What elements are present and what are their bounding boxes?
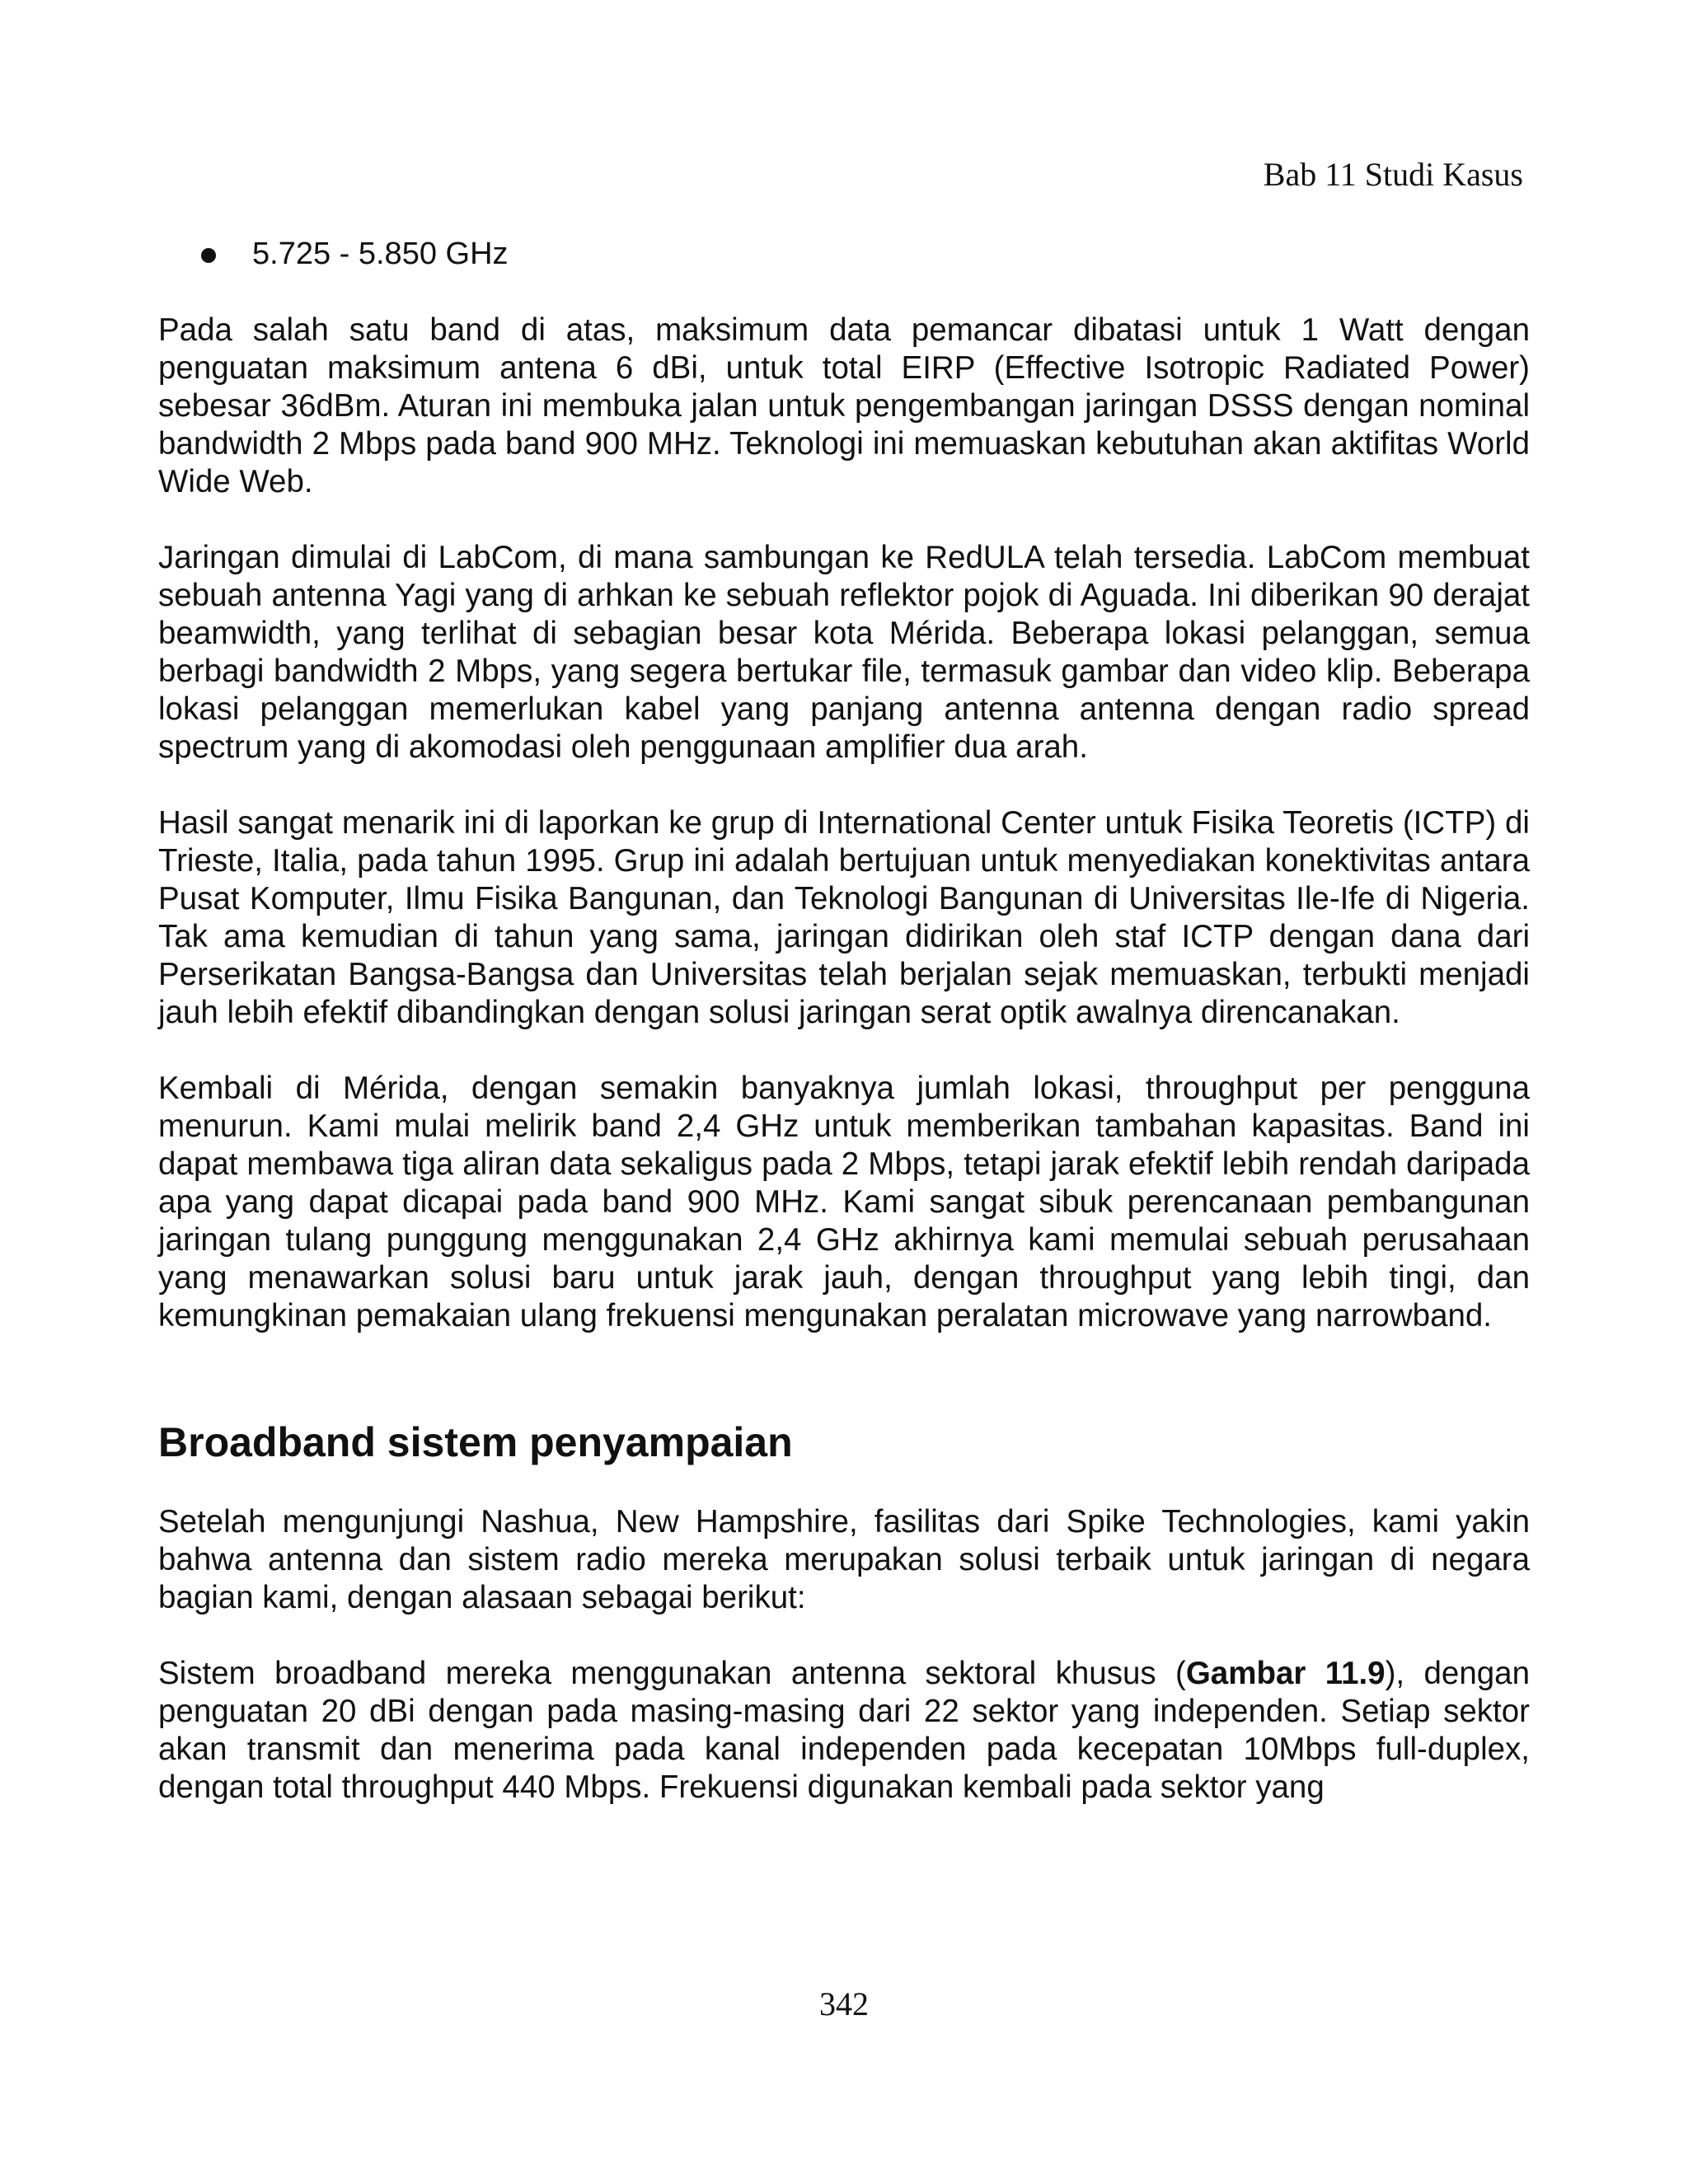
body-text: [158, 312, 1530, 1844]
paragraph-2: Jaringan dimulai di LabCom, di mana sambungan ke RedULA telah tersedia. LabCom membuat sebuah antenna Yagi yang di arhkan ke sebuah reflektor pojok di Aguada. Ini diberikan 90 derajat beamwidth, yang terlihat di sebagian besar kota Mérida. Beberapa lokasi pelanggan, semua berbagi bandwidth 2 Mbps, yang segera bertukar file, termasuk gambar dan video klip. Beberapa lokasi pelanggan memerlukan kabel yang panjang antenna antenna dengan radio spread spectrum yang di akomodasi oleh penggunaan amplifier dua arah.: [158, 540, 1530, 765]
paragraph-6-start: Sistem broadband mereka menggunakan antenna sektoral khusus (: [158, 1656, 1186, 1691]
bullet-dot-icon: [201, 248, 216, 263]
paragraph-3: Hasil sangat menarik ini di laporkan ke grup di International Center untuk Fisika Teoretis (ICTP) di Trieste, Italia, pada tahun 1995. Grup ini adalah bertujuan untuk menyediakan konektivitas antara Pusat Komputer, Ilmu Fisika Bangunan, dan Teknologi Bangunan di Universitas Ile-Ife di Nigeria. Tak ama kemudian di tahun yang sama, jaringan didirikan oleh staf ICTP dengan dana dari Perserikatan Bangsa-Bangsa dan Universitas telah berjalan sejak memuaskan, terbukti menjadi jauh lebih efektif dibandingkan dengan solusi jaringan serat optik awalnya direncanakan.: [158, 805, 1530, 1030]
paragraph-6-end: ), dengan penguatan 20 dBi dengan pada masing-masing dari 22 sektor yang independen. Setiap sektor akan transmit dan menerima pada kanal independen pada kecepatan 10Mbps full-duplex, dengan total throughput 440 Mbps. Frekuensi digunakan kembali pada sektor yang: [158, 1656, 1530, 1805]
paragraph-5: Setelah mengunjungi Nashua, New Hampshire, fasilitas dari Spike Technologies, kami yakin bahwa antenna dan sistem radio mereka merupakan solusi terbaik untuk jaringan di negara bagian kami, dengan alasaan sebagai berikut:: [158, 1504, 1530, 1615]
bullet-text: 5.725 - 5.850 GHz: [252, 237, 509, 271]
running-header: Bab 11 Studi Kasus: [1263, 156, 1523, 193]
paragraph-6: [158, 1655, 1530, 1807]
section-heading: Broadband sistem penyampaian: [158, 1419, 793, 1465]
bullet-item: [201, 234, 509, 274]
paragraph-4: Kembali di Mérida, dengan semakin banyaknya jumlah lokasi, throughput per pengguna menurun. Kami mulai melirik band 2,4 GHz untuk memberikan tambahan kapasitas. Band ini dapat membawa tiga aliran data sekaligus pada 2 Mbps, tetapi jarak efektif lebih rendah daripada apa yang dapat dicapai pada band 900 MHz. Kami sangat sibuk perencanaan pembangunan jaringan tulang punggung menggunakan 2,4 GHz akhirnya kami memulai sebuah perusahaan yang menawarkan solusi baru untuk jarak jauh, dengan throughput yang lebih tingi, dan kemungkinan pemakaian ulang frekuensi mengunakan peralatan microwave yang narrowband.: [158, 1071, 1530, 1333]
figure-reference: Gambar 11.9: [1185, 1656, 1386, 1691]
paragraph-1: Pada salah satu band di atas, maksimum data pemancar dibatasi untuk 1 Watt dengan penguatan maksimum antena 6 dBi, untuk total EIRP (Effective Isotropic Radiated Power) sebesar 36dBm. Aturan ini membuka jalan untuk pengembangan jaringan DSSS dengan nominal bandwidth 2 Mbps pada band 900 MHz. Teknologi ini memuaskan kebutuhan akan aktifitas World Wide Web.: [158, 312, 1530, 499]
page-number: 342: [819, 1985, 869, 2022]
